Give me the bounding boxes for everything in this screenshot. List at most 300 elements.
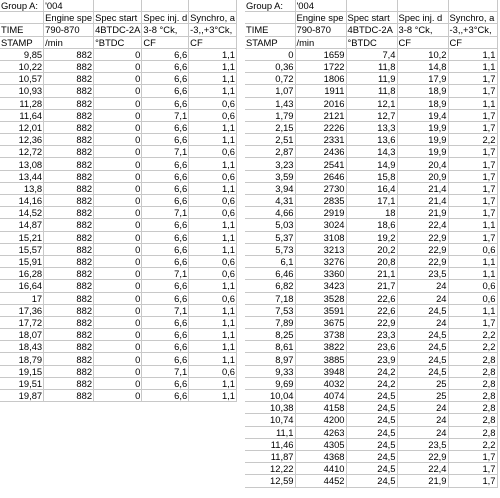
data-cell[interactable]: 0,6: [189, 170, 237, 182]
data-cell[interactable]: 2,2: [448, 134, 497, 146]
data-cell[interactable]: 882: [44, 170, 94, 182]
data-cell[interactable]: 7,1: [142, 146, 189, 158]
data-cell[interactable]: 7,89: [245, 316, 295, 328]
data-cell[interactable]: 6,6: [142, 390, 189, 402]
data-cell[interactable]: 2016: [295, 97, 346, 109]
data-cell[interactable]: 2,87: [245, 146, 295, 158]
data-cell[interactable]: 12,59: [245, 475, 295, 487]
data-cell[interactable]: 25: [397, 377, 448, 389]
header-cell[interactable]: °BTDC: [346, 36, 397, 48]
data-cell[interactable]: 18,79: [0, 353, 44, 365]
data-cell[interactable]: 882: [44, 292, 94, 304]
data-cell[interactable]: 16,64: [0, 280, 44, 292]
data-cell[interactable]: 0: [94, 292, 142, 304]
data-cell[interactable]: 6,6: [142, 158, 189, 170]
data-cell[interactable]: 24: [397, 316, 448, 328]
header-cell[interactable]: 790-870: [295, 24, 346, 36]
data-cell[interactable]: 0: [94, 219, 142, 231]
data-cell[interactable]: 6,6: [142, 231, 189, 243]
data-cell[interactable]: 11,87: [245, 450, 295, 462]
header-cell[interactable]: TIME: [0, 24, 44, 36]
data-cell[interactable]: 11,1: [245, 426, 295, 438]
data-cell[interactable]: 6,6: [142, 280, 189, 292]
data-cell[interactable]: 11,9: [346, 73, 397, 85]
data-cell[interactable]: 1,7: [448, 73, 497, 85]
data-cell[interactable]: 2,8: [448, 353, 497, 365]
data-cell[interactable]: 15,57: [0, 243, 44, 255]
data-cell[interactable]: 6,6: [142, 85, 189, 97]
data-cell[interactable]: 10,93: [0, 85, 44, 97]
data-cell[interactable]: 0,6: [189, 146, 237, 158]
data-cell[interactable]: 1722: [295, 60, 346, 72]
header-cell[interactable]: [0, 12, 44, 24]
data-cell[interactable]: 14,8: [397, 60, 448, 72]
data-cell[interactable]: 21,9: [397, 475, 448, 487]
data-cell[interactable]: 24,5: [397, 341, 448, 353]
data-cell[interactable]: 0,36: [245, 60, 295, 72]
data-cell[interactable]: 1,7: [448, 121, 497, 133]
header-cell[interactable]: STAMP: [0, 36, 44, 48]
data-cell[interactable]: 18,9: [397, 97, 448, 109]
data-cell[interactable]: 5,03: [245, 219, 295, 231]
data-cell[interactable]: 25: [397, 390, 448, 402]
data-cell[interactable]: 2646: [295, 170, 346, 182]
data-cell[interactable]: 0: [94, 158, 142, 170]
data-cell[interactable]: 4452: [295, 475, 346, 487]
data-cell[interactable]: 22,4: [397, 219, 448, 231]
data-cell[interactable]: 10,04: [245, 390, 295, 402]
data-cell[interactable]: 2121: [295, 109, 346, 121]
data-cell[interactable]: 0: [94, 60, 142, 72]
data-cell[interactable]: 19,87: [0, 390, 44, 402]
data-cell[interactable]: 882: [44, 316, 94, 328]
data-cell[interactable]: 0: [94, 304, 142, 316]
header-cell[interactable]: CF: [142, 36, 189, 48]
data-cell[interactable]: 1,7: [448, 475, 497, 487]
data-cell[interactable]: 24: [397, 426, 448, 438]
data-cell[interactable]: 9,69: [245, 377, 295, 389]
data-cell[interactable]: 6,6: [142, 121, 189, 133]
data-cell[interactable]: 13,44: [0, 170, 44, 182]
data-cell[interactable]: 2331: [295, 134, 346, 146]
data-cell[interactable]: 0,6: [189, 195, 237, 207]
data-cell[interactable]: 882: [44, 304, 94, 316]
data-cell[interactable]: 0: [94, 207, 142, 219]
header-cell[interactable]: Spec start: [346, 12, 397, 24]
data-cell[interactable]: 1,7: [448, 450, 497, 462]
data-cell[interactable]: 0,6: [448, 243, 497, 255]
data-cell[interactable]: 4368: [295, 450, 346, 462]
data-cell[interactable]: 2919: [295, 207, 346, 219]
data-cell[interactable]: 3423: [295, 280, 346, 292]
data-cell[interactable]: 1,7: [448, 231, 497, 243]
data-cell[interactable]: 1,1: [189, 182, 237, 194]
data-cell[interactable]: 0: [94, 243, 142, 255]
data-cell[interactable]: 3360: [295, 268, 346, 280]
data-cell[interactable]: 882: [44, 60, 94, 72]
data-cell[interactable]: 17,72: [0, 316, 44, 328]
data-cell[interactable]: 8,25: [245, 329, 295, 341]
data-cell[interactable]: 1,7: [448, 182, 497, 194]
data-cell[interactable]: 882: [44, 121, 94, 133]
data-cell[interactable]: 882: [44, 207, 94, 219]
data-cell[interactable]: 15,21: [0, 231, 44, 243]
data-cell[interactable]: 20,4: [397, 158, 448, 170]
data-cell[interactable]: 0: [94, 121, 142, 133]
data-cell[interactable]: 18,6: [346, 219, 397, 231]
data-cell[interactable]: 882: [44, 243, 94, 255]
data-cell[interactable]: 16,28: [0, 268, 44, 280]
data-cell[interactable]: 1,1: [448, 219, 497, 231]
data-cell[interactable]: 3675: [295, 316, 346, 328]
data-cell[interactable]: 21,4: [397, 182, 448, 194]
data-cell[interactable]: 10,74: [245, 414, 295, 426]
data-cell[interactable]: 14,3: [346, 146, 397, 158]
data-cell[interactable]: 9,33: [245, 365, 295, 377]
data-cell[interactable]: 882: [44, 329, 94, 341]
data-cell[interactable]: 6,6: [142, 377, 189, 389]
data-cell[interactable]: 2226: [295, 121, 346, 133]
data-cell[interactable]: 23,6: [346, 341, 397, 353]
data-cell[interactable]: 12,22: [245, 463, 295, 475]
data-cell[interactable]: 0: [94, 231, 142, 243]
data-cell[interactable]: 12,7: [346, 109, 397, 121]
data-cell[interactable]: 1,07: [245, 85, 295, 97]
data-cell[interactable]: 1,7: [448, 207, 497, 219]
data-cell[interactable]: 6,6: [142, 60, 189, 72]
data-cell[interactable]: 6,82: [245, 280, 295, 292]
header-cell[interactable]: Group A:: [0, 0, 44, 12]
data-cell[interactable]: 882: [44, 73, 94, 85]
data-cell[interactable]: 13,8: [0, 182, 44, 194]
data-cell[interactable]: 0: [94, 97, 142, 109]
data-cell[interactable]: 24: [397, 402, 448, 414]
data-cell[interactable]: 3,23: [245, 158, 295, 170]
data-cell[interactable]: 11,46: [245, 438, 295, 450]
data-cell[interactable]: 7,18: [245, 292, 295, 304]
data-cell[interactable]: 8,97: [245, 353, 295, 365]
data-cell[interactable]: 7,1: [142, 304, 189, 316]
data-cell[interactable]: 1,1: [189, 377, 237, 389]
data-cell[interactable]: 22,4: [397, 463, 448, 475]
data-cell[interactable]: 22,9: [397, 231, 448, 243]
data-cell[interactable]: 24,5: [397, 365, 448, 377]
data-cell[interactable]: 22,6: [346, 292, 397, 304]
data-cell[interactable]: 1,1: [189, 304, 237, 316]
data-cell[interactable]: 3,94: [245, 182, 295, 194]
header-cell[interactable]: CF: [189, 36, 237, 48]
data-cell[interactable]: 6,6: [142, 219, 189, 231]
data-cell[interactable]: 882: [44, 146, 94, 158]
data-cell[interactable]: 19,9: [397, 134, 448, 146]
data-cell[interactable]: 1,1: [189, 231, 237, 243]
data-cell[interactable]: 2,51: [245, 134, 295, 146]
data-cell[interactable]: 5,73: [245, 243, 295, 255]
data-cell[interactable]: 20,9: [397, 170, 448, 182]
data-cell[interactable]: 882: [44, 255, 94, 267]
data-cell[interactable]: 19,51: [0, 377, 44, 389]
data-cell[interactable]: 0,6: [189, 365, 237, 377]
data-cell[interactable]: 2,2: [448, 329, 497, 341]
header-cell[interactable]: 3-8 °Ck,: [142, 24, 189, 36]
data-cell[interactable]: 2,8: [448, 402, 497, 414]
data-cell[interactable]: 0,6: [189, 207, 237, 219]
data-cell[interactable]: 21,4: [397, 195, 448, 207]
data-cell[interactable]: 7,53: [245, 304, 295, 316]
data-cell[interactable]: 17,9: [397, 73, 448, 85]
data-cell[interactable]: 1,1: [448, 97, 497, 109]
data-cell[interactable]: 14,16: [0, 195, 44, 207]
data-cell[interactable]: 882: [44, 280, 94, 292]
data-cell[interactable]: 6,6: [142, 97, 189, 109]
header-cell[interactable]: '004: [44, 0, 94, 12]
data-cell[interactable]: 1,1: [448, 255, 497, 267]
data-cell[interactable]: 1,79: [245, 109, 295, 121]
header-cell[interactable]: '004: [295, 0, 346, 12]
data-cell[interactable]: 19,9: [397, 121, 448, 133]
data-cell[interactable]: 0,6: [189, 255, 237, 267]
data-cell[interactable]: 6,6: [142, 255, 189, 267]
data-cell[interactable]: 882: [44, 390, 94, 402]
data-cell[interactable]: 0,6: [189, 109, 237, 121]
data-cell[interactable]: 6,6: [142, 182, 189, 194]
data-cell[interactable]: 24,2: [346, 365, 397, 377]
header-cell[interactable]: Engine spe: [45, 12, 93, 24]
data-cell[interactable]: 14,52: [0, 207, 44, 219]
data-cell[interactable]: 22,9: [397, 255, 448, 267]
data-cell[interactable]: 3591: [295, 304, 346, 316]
data-cell[interactable]: 4032: [295, 377, 346, 389]
data-cell[interactable]: 0: [245, 48, 295, 60]
data-cell[interactable]: 12,1: [346, 97, 397, 109]
data-cell[interactable]: 0: [94, 48, 142, 60]
data-cell[interactable]: 11,64: [0, 109, 44, 121]
data-cell[interactable]: 2,15: [245, 121, 295, 133]
data-cell[interactable]: 4263: [295, 426, 346, 438]
header-cell[interactable]: -3,,+3°Ck,: [448, 24, 497, 36]
data-cell[interactable]: 22,9: [346, 316, 397, 328]
data-cell[interactable]: 16,4: [346, 182, 397, 194]
data-cell[interactable]: 24,5: [346, 402, 397, 414]
header-cell[interactable]: CF: [448, 36, 497, 48]
data-cell[interactable]: 1,7: [448, 316, 497, 328]
header-cell[interactable]: CF: [397, 36, 448, 48]
data-cell[interactable]: 17,36: [0, 304, 44, 316]
data-cell[interactable]: 24,5: [397, 329, 448, 341]
data-cell[interactable]: 1,1: [189, 85, 237, 97]
data-cell[interactable]: 24,5: [397, 304, 448, 316]
header-cell[interactable]: Synchro, a: [190, 12, 235, 24]
data-cell[interactable]: 0: [94, 182, 142, 194]
data-cell[interactable]: 6,6: [142, 316, 189, 328]
data-cell[interactable]: 4305: [295, 438, 346, 450]
data-cell[interactable]: 21,7: [346, 280, 397, 292]
data-cell[interactable]: 0: [94, 170, 142, 182]
data-cell[interactable]: 0: [94, 353, 142, 365]
data-cell[interactable]: 1,1: [189, 158, 237, 170]
data-cell[interactable]: 6,6: [142, 353, 189, 365]
data-cell[interactable]: 24,5: [346, 414, 397, 426]
data-cell[interactable]: 882: [44, 365, 94, 377]
data-cell[interactable]: 0,6: [448, 292, 497, 304]
data-cell[interactable]: 23,3: [346, 329, 397, 341]
data-cell[interactable]: 3738: [295, 329, 346, 341]
data-cell[interactable]: 1,1: [189, 73, 237, 85]
data-cell[interactable]: 24: [397, 280, 448, 292]
header-cell[interactable]: Synchro, a: [448, 12, 497, 24]
data-cell[interactable]: 1,43: [245, 97, 295, 109]
data-cell[interactable]: 2730: [295, 182, 346, 194]
data-cell[interactable]: 0: [94, 365, 142, 377]
data-cell[interactable]: 882: [44, 231, 94, 243]
data-cell[interactable]: 10,22: [0, 60, 44, 72]
data-cell[interactable]: 1911: [295, 85, 346, 97]
data-cell[interactable]: 6,1: [245, 255, 295, 267]
data-cell[interactable]: 2835: [295, 195, 346, 207]
data-cell[interactable]: 882: [44, 134, 94, 146]
data-cell[interactable]: 6,6: [142, 48, 189, 60]
data-cell[interactable]: 1,1: [448, 304, 497, 316]
data-cell[interactable]: 4,31: [245, 195, 295, 207]
data-cell[interactable]: 1,1: [189, 243, 237, 255]
data-cell[interactable]: 18,07: [0, 329, 44, 341]
data-cell[interactable]: 17: [0, 292, 44, 304]
data-cell[interactable]: 7,1: [142, 109, 189, 121]
data-cell[interactable]: 1,1: [189, 60, 237, 72]
data-cell[interactable]: 6,6: [142, 329, 189, 341]
data-cell[interactable]: 0: [94, 377, 142, 389]
data-cell[interactable]: 24: [397, 292, 448, 304]
data-cell[interactable]: 0: [94, 85, 142, 97]
data-cell[interactable]: 12,01: [0, 121, 44, 133]
data-cell[interactable]: 1,1: [189, 390, 237, 402]
header-cell[interactable]: STAMP: [245, 36, 295, 48]
header-cell[interactable]: -3,,+3°Ck,: [189, 24, 237, 36]
data-cell[interactable]: 3108: [295, 231, 346, 243]
header-cell[interactable]: [346, 0, 397, 12]
data-cell[interactable]: 2436: [295, 146, 346, 158]
header-cell[interactable]: /min: [44, 36, 94, 48]
data-cell[interactable]: 1,1: [448, 268, 497, 280]
data-cell[interactable]: 7,1: [142, 207, 189, 219]
data-cell[interactable]: 2,2: [448, 341, 497, 353]
data-cell[interactable]: 24,2: [346, 377, 397, 389]
data-cell[interactable]: 882: [44, 85, 94, 97]
data-cell[interactable]: 3948: [295, 365, 346, 377]
data-cell[interactable]: 21,9: [397, 207, 448, 219]
data-cell[interactable]: 18,43: [0, 341, 44, 353]
data-cell[interactable]: 6,46: [245, 268, 295, 280]
data-cell[interactable]: 0: [94, 255, 142, 267]
data-cell[interactable]: 0: [94, 390, 142, 402]
data-cell[interactable]: 1,1: [189, 48, 237, 60]
data-cell[interactable]: 4074: [295, 390, 346, 402]
data-cell[interactable]: 6,6: [142, 170, 189, 182]
data-cell[interactable]: 882: [44, 48, 94, 60]
data-cell[interactable]: 3276: [295, 255, 346, 267]
data-cell[interactable]: 15,8: [346, 170, 397, 182]
data-cell[interactable]: 19,15: [0, 365, 44, 377]
data-cell[interactable]: 20,8: [346, 255, 397, 267]
data-cell[interactable]: 0: [94, 341, 142, 353]
data-cell[interactable]: 3885: [295, 353, 346, 365]
header-cell[interactable]: Spec inj. d: [397, 12, 448, 24]
data-cell[interactable]: 1,7: [448, 463, 497, 475]
header-cell[interactable]: °BTDC: [94, 36, 142, 48]
data-cell[interactable]: 882: [44, 268, 94, 280]
header-cell[interactable]: Spec start: [94, 12, 142, 24]
data-cell[interactable]: 0,6: [448, 280, 497, 292]
data-cell[interactable]: 882: [44, 353, 94, 365]
data-cell[interactable]: 23,5: [397, 438, 448, 450]
header-cell[interactable]: 790-870: [44, 24, 94, 36]
data-cell[interactable]: 11,8: [346, 85, 397, 97]
header-cell[interactable]: [142, 0, 189, 12]
data-cell[interactable]: 10,57: [0, 73, 44, 85]
data-cell[interactable]: 1,7: [448, 85, 497, 97]
data-cell[interactable]: 1,1: [189, 329, 237, 341]
data-cell[interactable]: 3213: [295, 243, 346, 255]
data-cell[interactable]: 1,1: [189, 219, 237, 231]
data-cell[interactable]: 23,5: [397, 268, 448, 280]
data-cell[interactable]: 6,6: [142, 195, 189, 207]
data-cell[interactable]: 1,1: [448, 60, 497, 72]
data-cell[interactable]: 882: [44, 109, 94, 121]
header-cell[interactable]: [448, 0, 497, 12]
data-cell[interactable]: 1,7: [448, 158, 497, 170]
header-cell[interactable]: 3-8 °Ck,: [397, 24, 448, 36]
data-cell[interactable]: 2,8: [448, 377, 497, 389]
data-cell[interactable]: 24,5: [346, 475, 397, 487]
data-cell[interactable]: 2,8: [448, 390, 497, 402]
data-cell[interactable]: 0,6: [189, 292, 237, 304]
data-cell[interactable]: 882: [44, 219, 94, 231]
data-cell[interactable]: 0: [94, 73, 142, 85]
data-cell[interactable]: 2,8: [448, 426, 497, 438]
data-cell[interactable]: 1,7: [448, 146, 497, 158]
data-cell[interactable]: 14,87: [0, 219, 44, 231]
data-cell[interactable]: 14,9: [346, 158, 397, 170]
data-cell[interactable]: 1,1: [189, 316, 237, 328]
data-cell[interactable]: 20,2: [346, 243, 397, 255]
data-cell[interactable]: 2541: [295, 158, 346, 170]
data-cell[interactable]: 6,6: [142, 341, 189, 353]
data-cell[interactable]: 882: [44, 97, 94, 109]
data-cell[interactable]: 1,1: [448, 48, 497, 60]
data-cell[interactable]: 882: [44, 182, 94, 194]
data-cell[interactable]: 1,7: [448, 195, 497, 207]
data-cell[interactable]: 17,1: [346, 195, 397, 207]
data-cell[interactable]: 24: [397, 414, 448, 426]
data-cell[interactable]: 22,9: [397, 243, 448, 255]
data-cell[interactable]: 6,6: [142, 73, 189, 85]
data-cell[interactable]: 22,9: [397, 450, 448, 462]
header-cell[interactable]: [94, 0, 142, 12]
data-cell[interactable]: 12,36: [0, 134, 44, 146]
data-cell[interactable]: 1,1: [189, 134, 237, 146]
header-cell[interactable]: /min: [295, 36, 346, 48]
data-cell[interactable]: 882: [44, 377, 94, 389]
data-cell[interactable]: 0: [94, 195, 142, 207]
data-cell[interactable]: 11,8: [346, 60, 397, 72]
data-cell[interactable]: 10,2: [397, 48, 448, 60]
data-cell[interactable]: 3822: [295, 341, 346, 353]
data-cell[interactable]: 19,9: [397, 146, 448, 158]
data-cell[interactable]: 23,9: [346, 353, 397, 365]
data-cell[interactable]: 22,6: [346, 304, 397, 316]
data-cell[interactable]: 24,5: [346, 463, 397, 475]
data-cell[interactable]: 0: [94, 329, 142, 341]
